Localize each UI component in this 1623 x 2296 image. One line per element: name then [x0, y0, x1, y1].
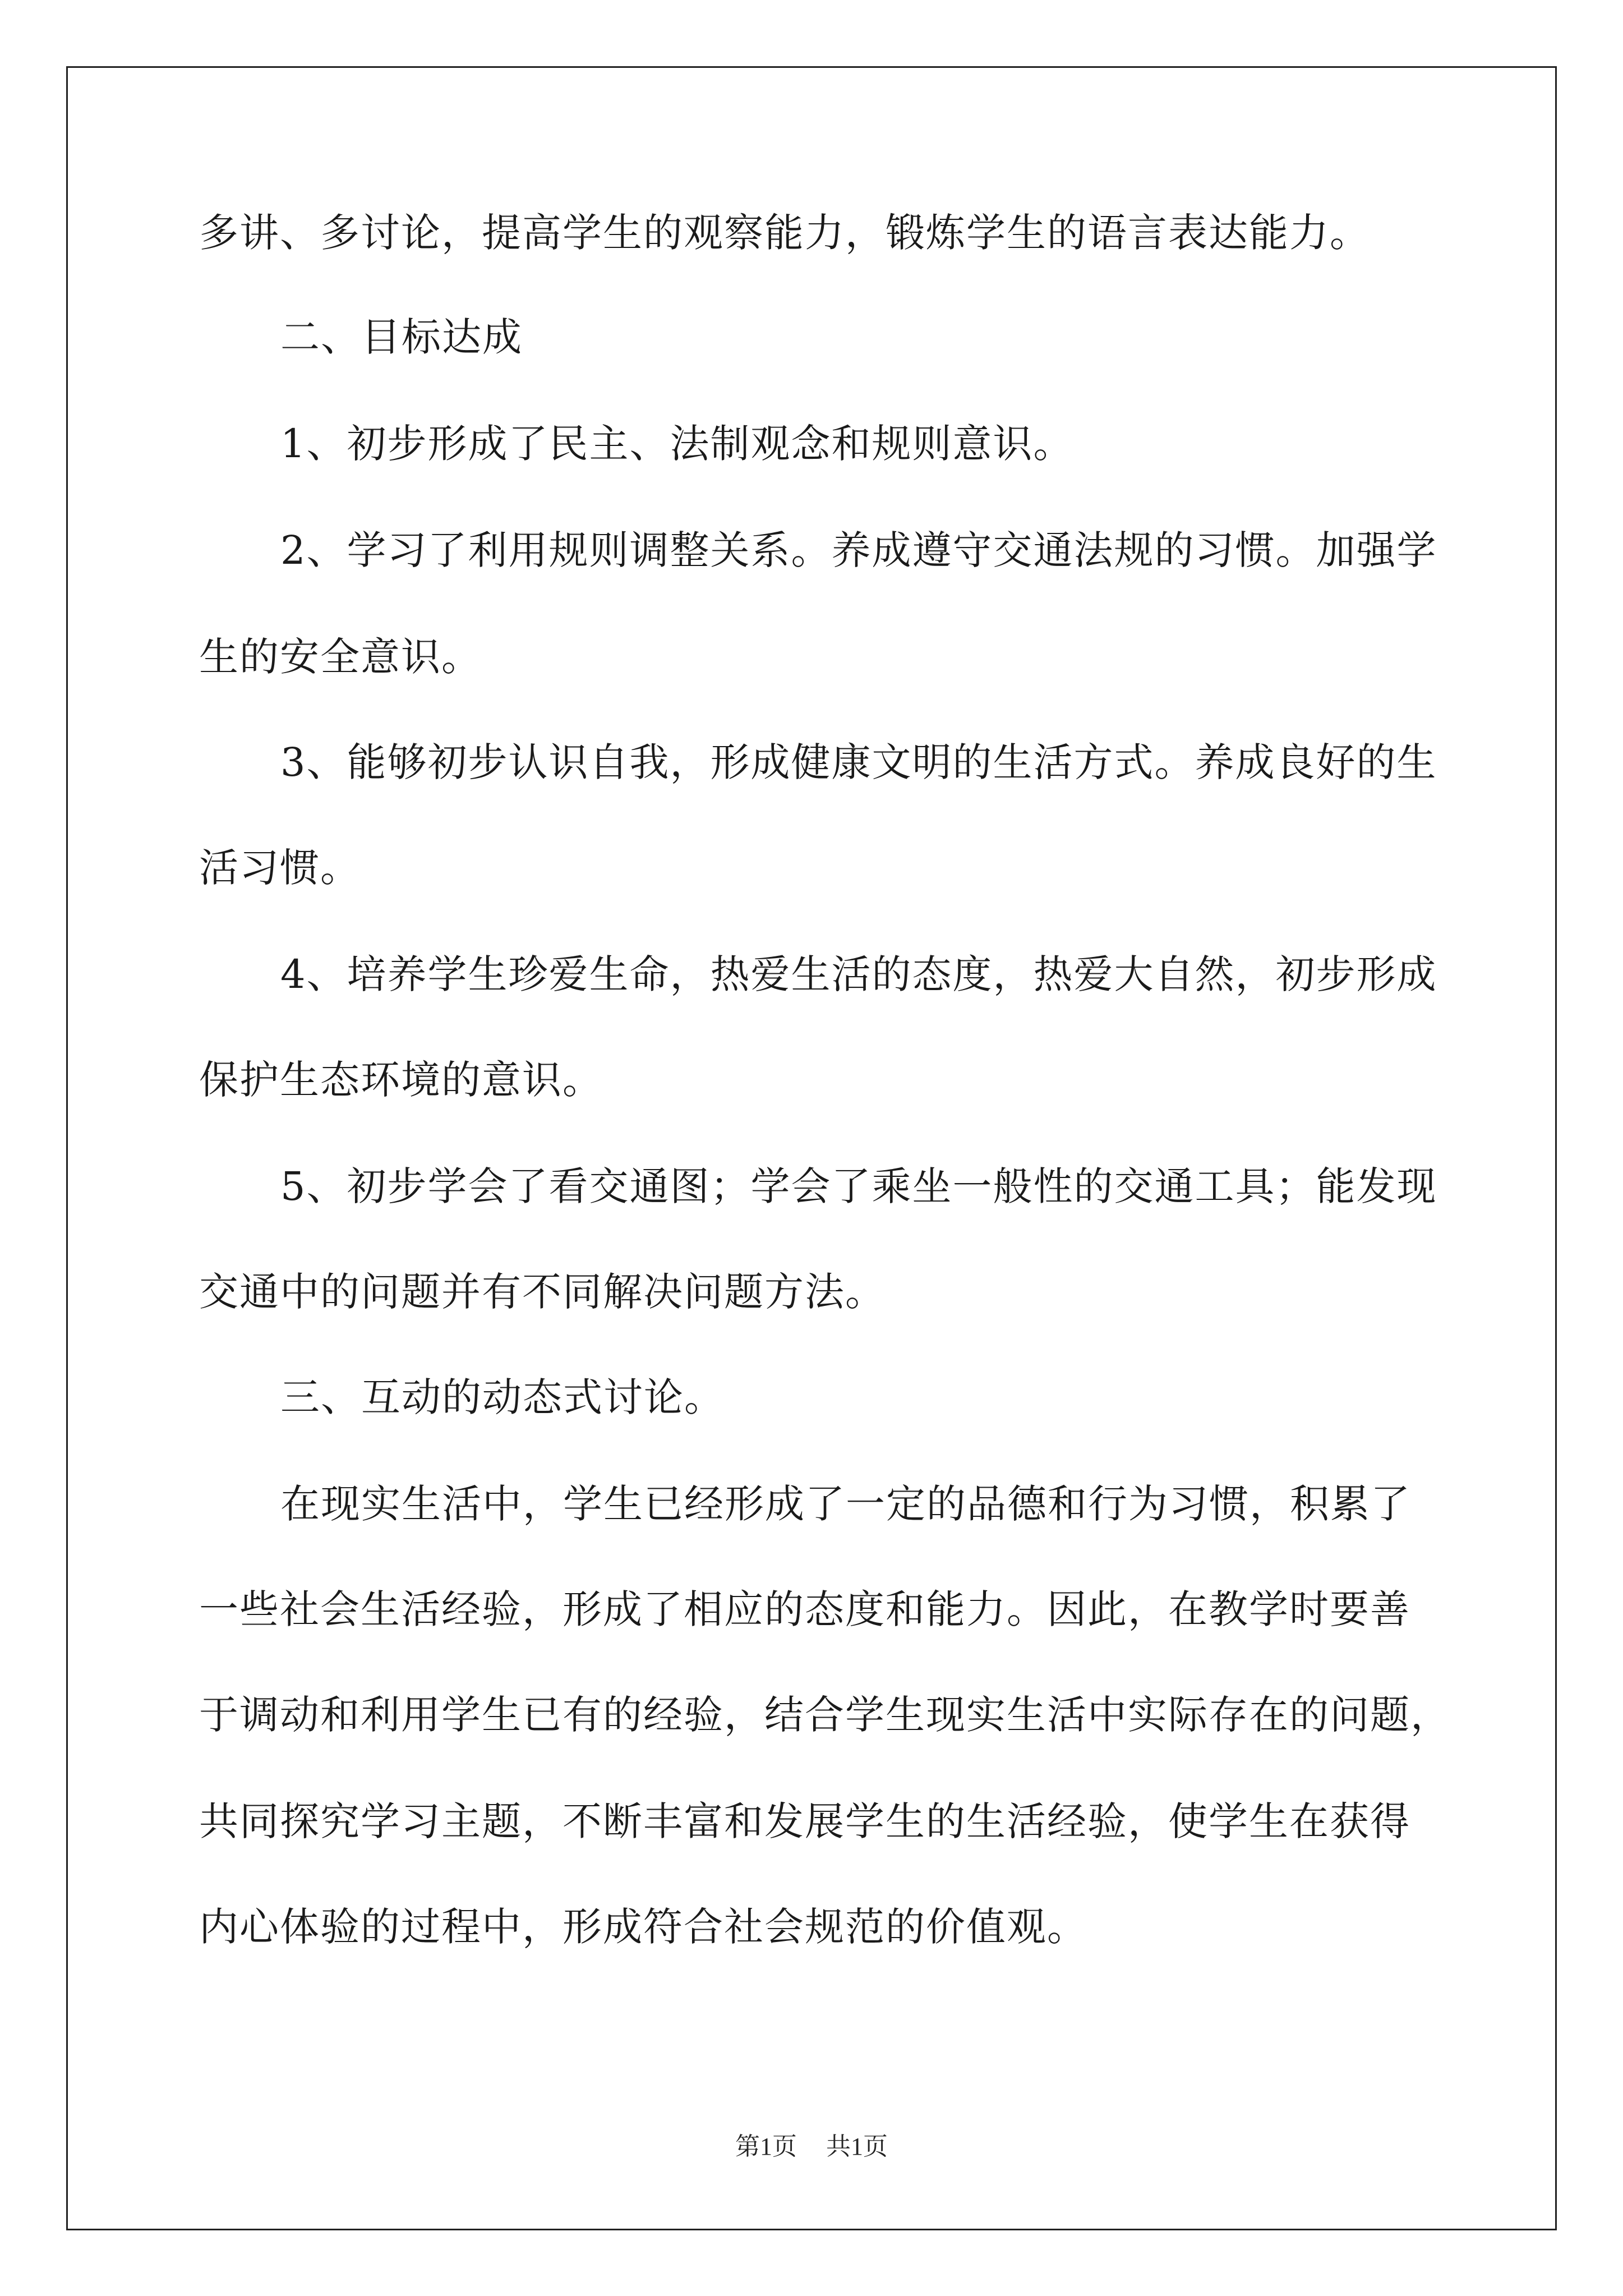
list-item-continuation: 保护生态环境的意识。	[199, 1057, 603, 1103]
section-heading: 三、互动的动态式讨论。	[280, 1374, 725, 1420]
list-item: 2、学习了利用规则调整关系。养成遵守交通法规的习惯。加强学	[280, 527, 1437, 573]
paragraph-line: 一些社会生活经验，形成了相应的态度和能力。因此，在教学时要善	[199, 1586, 1410, 1632]
paragraph-line: 于调动和利用学生已有的经验，结合学生现实生活中实际存在的问题，	[199, 1692, 1451, 1738]
list-item: 3、能够初步认识自我，形成健康文明的生活方式。养成良好的生	[280, 739, 1437, 785]
section-heading: 二、目标达成	[280, 314, 523, 360]
list-item: 5、初步学会了看交通图；学会了乘坐一般性的交通工具；能发现	[280, 1163, 1437, 1209]
paragraph-line: 共同探究学习主题，不断丰富和发展学生的生活经验，使学生在获得	[199, 1798, 1410, 1844]
list-item-continuation: 生的安全意识。	[199, 634, 482, 680]
list-item-continuation: 交通中的问题并有不同解决问题方法。	[199, 1269, 886, 1315]
total-pages-label: 共1页	[826, 2133, 888, 2160]
list-item: 4、培养学生珍爱生命，热爱生活的态度，热爱大自然，初步形成	[280, 951, 1437, 997]
paragraph-line: 内心体验的过程中，形成符合社会规范的价值观。	[199, 1904, 1087, 1950]
page-footer	[0, 2126, 1623, 2162]
current-page-label: 第1页	[735, 2133, 797, 2160]
paragraph-line: 多讲、多讨论，提高学生的观察能力，锻炼学生的语言表达能力。	[199, 210, 1370, 256]
list-item-continuation: 活习惯。	[199, 845, 361, 891]
list-item: 1、初步形成了民主、法制观念和规则意识。	[280, 421, 1074, 467]
paragraph-line: 在现实生活中，学生已经形成了一定的品德和行为习惯，积累了	[280, 1481, 1411, 1527]
